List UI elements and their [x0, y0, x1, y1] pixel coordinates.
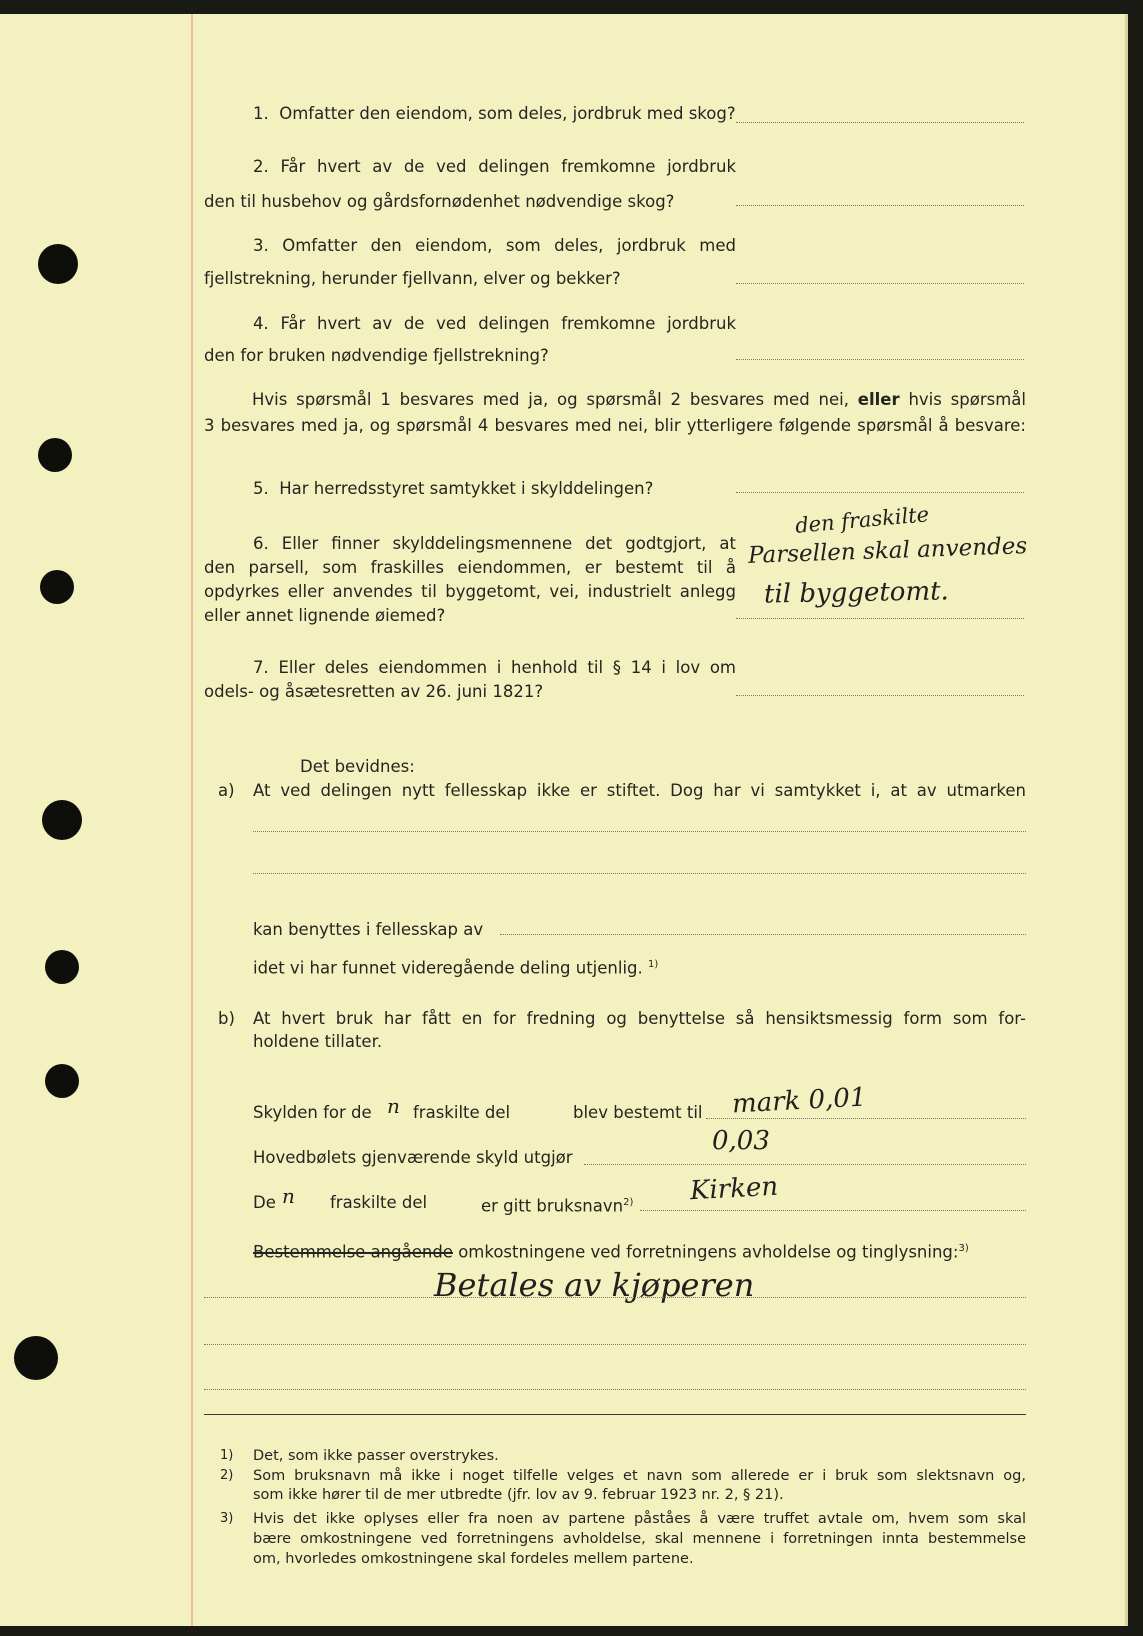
condition-line2: 3 besvares med ja, og spørsmål 4 besvares med nei, blir ytterligere følgende spørsmål å besvare:: [204, 416, 1026, 435]
question-7-line1: [204, 655, 736, 680]
footnote-3-mark: 3): [220, 1511, 234, 1526]
answer-line: [204, 1297, 1026, 1298]
answer-line: [736, 122, 1024, 123]
attest-further: [253, 955, 658, 979]
footnote-2-line1: Som bruksnavn må ikke i noget tilfelle velges et navn som allerede er i bruk som slektsnavn og,: [253, 1468, 1026, 1484]
footnote-ref: 3): [958, 1243, 969, 1254]
skyld-row1-b: fraskilte del: [413, 1103, 511, 1122]
document-page: [0, 14, 1128, 1626]
question-6-line2: den parsell, som fraskilles eiendommen, er bestemt til å: [204, 558, 736, 577]
footnote-ref: 2): [623, 1197, 634, 1208]
answer-line: [736, 618, 1024, 619]
question-7-line2: odels- og åsætesretten av 26. juni 1821?: [204, 682, 544, 701]
condition-text: hvis spørsmål: [908, 390, 1026, 409]
question-text: Får hvert av de ved delingen fremkomne jordbruk: [280, 314, 736, 333]
question-4-line2: den for bruken nødvendige fjellstrekning?: [204, 346, 549, 365]
question-number: 6.: [253, 534, 269, 553]
punch-hole: [45, 1064, 79, 1098]
footnote-ref: 1): [648, 959, 659, 970]
handwritten-answer-6a: den fraskilte: [794, 502, 930, 538]
answer-line: [736, 283, 1024, 284]
footnote-2-mark: 2): [220, 1468, 234, 1483]
question-number: 2.: [253, 157, 269, 176]
question-number: 4.: [253, 314, 269, 333]
punch-hole: [40, 570, 74, 604]
answer-line: [706, 1118, 1026, 1119]
attest-b-label: b): [218, 1009, 235, 1028]
skyld-row3-mark: n: [282, 1184, 295, 1208]
question-text: Får hvert av de ved delingen fremkomne jordbruk: [280, 157, 736, 176]
skyld-row1-mark: n: [387, 1094, 400, 1118]
footnote-2-line2: som ikke hører til de mer utbredte (jfr. lov av 9. februar 1923 nr. 2, § 21).: [253, 1487, 784, 1503]
attest-common: kan benyttes i fellesskap av: [253, 920, 484, 939]
attest-further-text: idet vi har funnet videregående deling utjenlig.: [253, 958, 643, 978]
skyld-row3-value: Kirken: [689, 1171, 779, 1207]
attest-b-line1: At hvert bruk har fått en for fredning og benyttelse så hensiktsmessig form som for-: [253, 1009, 1026, 1028]
question-4: [204, 311, 736, 336]
question-text: Eller deles eiendommen i henhold til § 14 i lov om: [278, 658, 736, 677]
question-6-line4: eller annet lignende øiemed?: [204, 606, 446, 625]
footnote-3-line3: om, hvorledes omkostningene skal fordeles mellem partene.: [253, 1551, 694, 1567]
question-2: [204, 154, 736, 179]
attest-a-text: At ved delingen nytt fellesskap ikke er stiftet. Dog har vi samtykket i, at av utmarken: [253, 781, 1026, 800]
question-number: 3.: [253, 236, 269, 255]
attest-heading: Det bevidnes:: [300, 757, 415, 776]
attest-b-line2: holdene tillater.: [253, 1032, 383, 1051]
question-text: Omfatter den eiendom, som deles, jordbruk med skog?: [279, 104, 736, 123]
footnote-divider: [204, 1414, 1026, 1415]
answer-line: [736, 359, 1024, 360]
punch-hole: [45, 950, 79, 984]
question-number: 1.: [253, 104, 269, 123]
answer-line: [204, 1344, 1026, 1345]
question-1: [253, 104, 736, 124]
question-2-line2: den til husbehov og gårdsfornødenhet nødvendige skog?: [204, 192, 675, 211]
answer-line: [736, 205, 1024, 206]
punch-hole: [38, 244, 78, 284]
margin-rule: [191, 14, 193, 1626]
answer-line: [584, 1164, 1026, 1165]
skyld-row3-label: er gitt bruksnavn: [481, 1196, 624, 1216]
question-3: [204, 233, 736, 258]
condition-emphasis: eller: [857, 390, 900, 409]
answer-line: [640, 1210, 1026, 1211]
answer-line: [500, 934, 1026, 935]
skyld-row2: Hovedbølets gjenværende skyld utgjør: [253, 1148, 573, 1167]
question-number: 7.: [253, 658, 269, 677]
answer-line: [736, 492, 1024, 493]
skyld-row3-c: [481, 1193, 633, 1217]
question-5: [253, 479, 653, 499]
skyld-row3-a: De: [253, 1193, 276, 1212]
question-6-line3: opdyrkes eller anvendes til byggetomt, vei, industrielt anlegg: [204, 582, 736, 601]
answer-line: [736, 695, 1024, 696]
question-text: Eller finner skylddelingsmennene det godtgjort, at: [281, 534, 736, 553]
punch-hole: [42, 800, 82, 840]
question-number: 5.: [253, 479, 269, 498]
struck-text: Bestemmelse angående: [253, 1242, 453, 1262]
skyld-row1-a: Skylden for de: [253, 1103, 372, 1122]
punch-hole: [38, 438, 72, 472]
question-6-line1: [204, 531, 736, 556]
condition-text: Hvis spørsmål 1 besvares med ja, og spørsmål 2 besvares med nei,: [252, 390, 849, 409]
skyld-row1-value: mark 0,01: [731, 1082, 868, 1120]
skyld-row3-b: fraskilte del: [330, 1193, 428, 1212]
handwritten-answer-6b: Parsellen skal anvendes: [747, 533, 1028, 569]
condition-line1: [204, 387, 1026, 412]
costs-line: [253, 1239, 969, 1263]
footnote-3-line2: bære omkostningene ved forretningens avholdelse, skal mennene i forretningen innta bestemmelse: [253, 1531, 1026, 1547]
answer-line: [253, 873, 1026, 874]
question-3-line2: fjellstrekning, herunder fjellvann, elver og bekker?: [204, 269, 621, 288]
footnote-1-mark: 1): [220, 1448, 234, 1463]
attest-a-label: a): [218, 781, 235, 800]
costs-answer: Betales av kjøperen: [434, 1266, 755, 1304]
costs-text: omkostningene ved forretningens avholdelse og tinglysning:: [458, 1242, 959, 1262]
footnote-1-text: Det, som ikke passer overstrykes.: [253, 1448, 499, 1464]
question-text: Har herredsstyret samtykket i skylddelingen?: [279, 479, 654, 498]
footnote-3-line1: Hvis det ikke oplyses eller fra noen av partene påståes å være truffet avtale om, hvem som skal: [253, 1511, 1026, 1527]
skyld-row2-value: 0,03: [712, 1126, 770, 1156]
question-text: Omfatter den eiendom, som deles, jordbruk med: [282, 236, 736, 255]
skyld-row1-c: blev bestemt til: [573, 1103, 703, 1122]
punch-hole: [14, 1336, 58, 1380]
answer-line: [204, 1389, 1026, 1390]
handwritten-answer-6c: til byggetomt.: [763, 576, 950, 610]
answer-line: [253, 831, 1026, 832]
